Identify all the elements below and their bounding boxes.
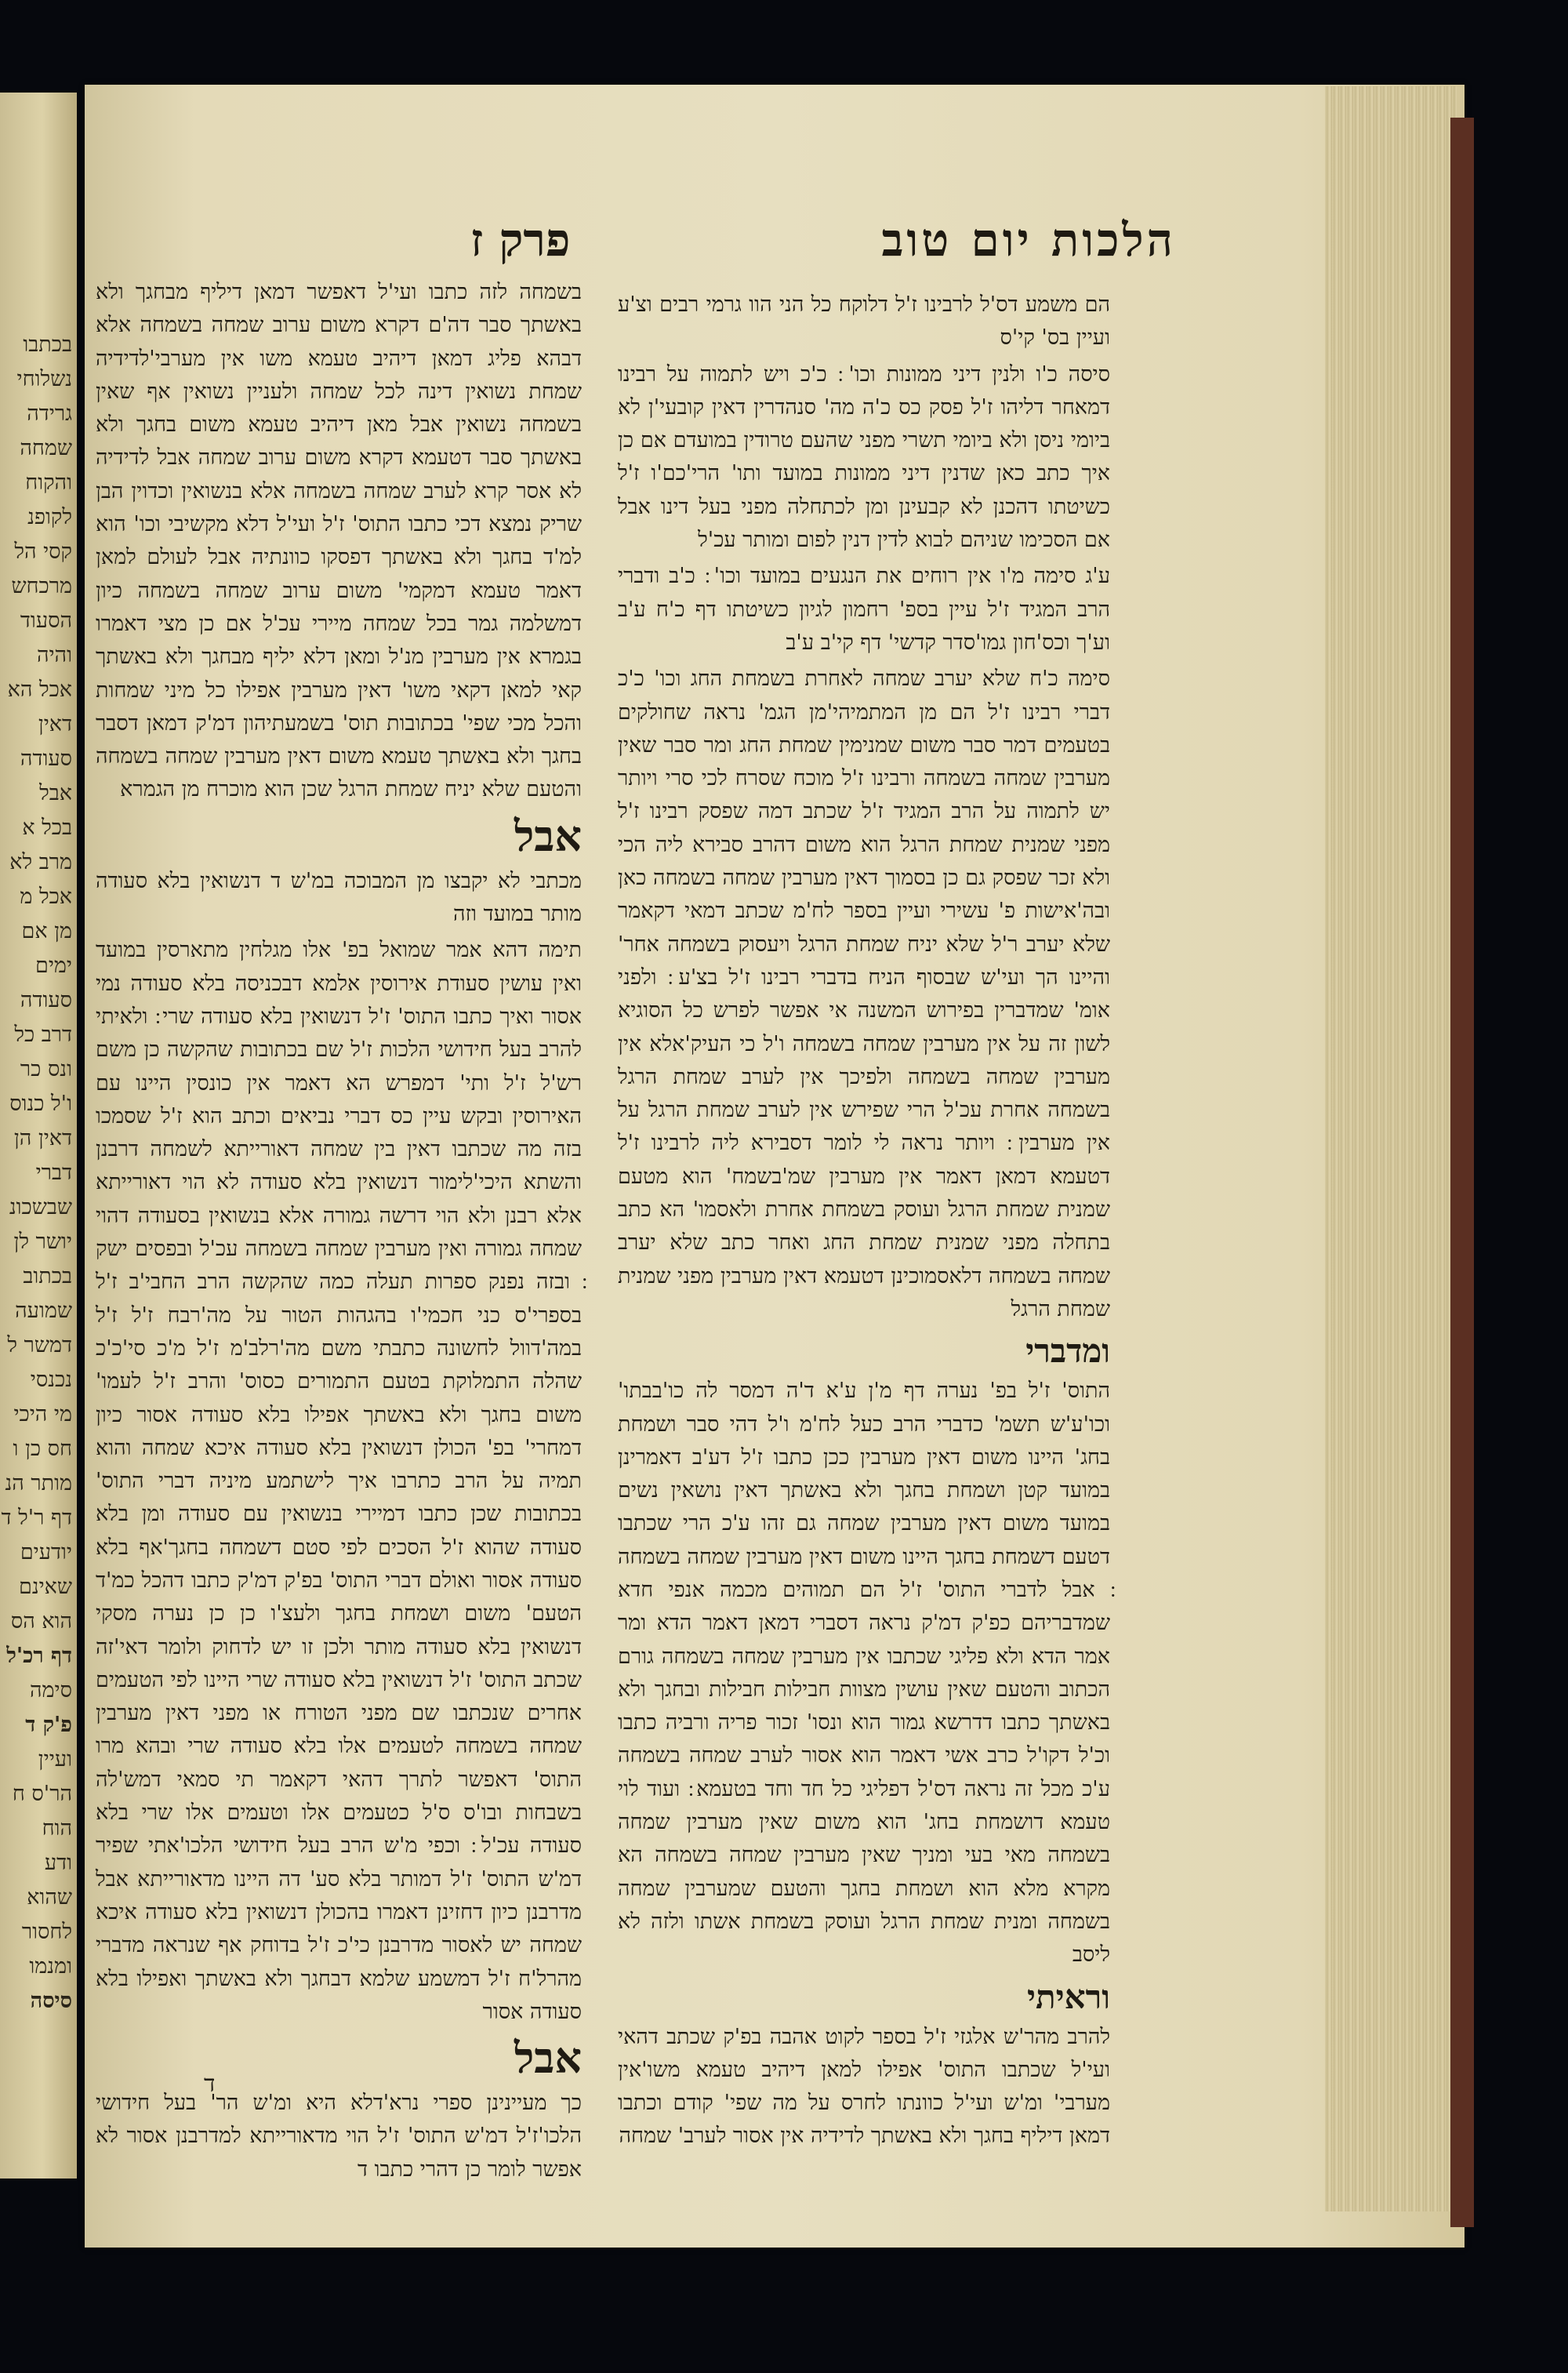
page-header [470, 213, 1176, 268]
facing-page-line: דאין [38, 712, 72, 736]
right-column [618, 289, 1110, 2157]
facing-page-line: הר'ס ח [12, 1782, 72, 1806]
facing-page-line: סעודה [20, 988, 72, 1012]
facing-page-line: הוא הס [10, 1609, 72, 1633]
facing-page-line: קסי הל [14, 540, 72, 564]
facing-page-line: הוח [42, 1816, 72, 1841]
paragraph: כך מעיינינן ספרי נרא'דלא היא ומ'ש הר' בעל חידושי הלכו'ז'ל דמ'ש התוס' ז'ל הוי מדאורייתא למדרבנן אסור לא אפשר לומר כן דהרי כתבו ד [96, 2091, 582, 2182]
left-column [96, 276, 582, 2189]
section-heading: אבל [514, 810, 582, 861]
facing-page-line: דף ר'ל ד [2, 1506, 72, 1530]
facing-page-line: ודע [44, 1851, 72, 1875]
facing-page-line: מי היכי [13, 1402, 72, 1426]
facing-page-line: לחסור [21, 1920, 72, 1944]
facing-page-line: לקופנ [27, 505, 72, 529]
facing-page-line: ועיין [38, 1747, 72, 1772]
section-heading: אבל [514, 2033, 582, 2084]
facing-page-line: דף רכ'ל [6, 1644, 72, 1668]
catchword: ד [204, 2070, 216, 2098]
facing-page-line: שבשכונ [9, 1195, 72, 1219]
facing-page-line: שהוא [27, 1885, 72, 1910]
facing-page-line: סיסה [30, 1989, 72, 2013]
facing-page-line: אבל [39, 781, 72, 805]
facing-page-line: סימה [30, 1678, 72, 1703]
facing-page-line: בכל א [22, 816, 72, 840]
facing-page-text [2, 328, 72, 2019]
paragraph: סימה כ'ח שלא יערב שמחה לאחרת בשמחת החג וכו' כ'כ דברי רבינו ז'ל הם מן המתמיהי'מן הגמ' נראה שחולקים בטעמים דמר סבר משום שמנימין שמחת החג ומר סבר שאין מערבין שמחה בשמחה ורבינו ז'ל מוכח שסרח לכי סרי ויותר יש לתמוה על הרב המגיד ז'ל שכתב דמה שפסק רבינו ז'ל מפני שמנית שמחת הרגל הוא משום דהרב סבירא ליה הכי ולא זכר שפסק גם כן בסמוך דאין מערבין שמחה בשמחה כאן ובה'אישות פ' עשירי ועיין בספר לח'מ שכתב דמאי דקאמר שלא יערב ר'ל שלא יניח שמחת הרגל ויעסוק בשמחה אחר' והיינו הך ועי'ש שבסוף הניח בדברי רבינו ז'ל בצ'ע ׃ ולפני אומ' שמדברין בפירוש המשנה אי אפשר לפרש כל הסוגיא לשון זה על אין מערבין שמחה בשמחה ו'ל כי העיק'אלא אין מערבין שמחה בשמחה ולפיכך אין לערב שמחת הרגל בשמחה אחרת עכ'ל הרי שפירש אין לערב שמחת הרגל על אין מערבין ׃ ויותר נראה לי לומר דסבירא ליה לרבינו ז'ל דטעמא דמאן דאמר אין מערבין שמ'בשמח' הוא מטעם שמנית שמחת הרגל ועוסק בשמחת אחרת ולאסמו' הא כתב בתחלה מפני שמנית שמחת החג ואחר כתב שלא יערב שמחה בשמחה דלאסמוכינן דטעמא דאין מערבין מפני שמנית שמחת הרגל [618, 667, 1110, 1321]
facing-page-line: הסעוד [20, 609, 72, 633]
paragraph: מכתבי לא יקבצו מן המבוכה במ'ש ד דנשואין בלא סעודה מותר במועד וזה [96, 868, 582, 927]
facing-page-line: דרב כל [14, 1023, 72, 1047]
facing-page-line: בכתבו [23, 333, 72, 357]
facing-page-line: נשלוחי [16, 367, 72, 391]
facing-page-line: אכל הא [7, 678, 72, 702]
chapter-label: פרק ז [470, 213, 571, 267]
facing-page-line: ו'ל כנוס [9, 1092, 72, 1116]
facing-page-line: דברי [35, 1161, 72, 1185]
paragraph: הם משמע דס'ל לרבינו ז'ל דלוקח כל הני הוו גרמי רבים וצ'ע ועיין בס' קי'ס [618, 293, 1110, 351]
facing-page-line: דמשר ל [7, 1333, 72, 1357]
facing-page-line: שאינם [18, 1575, 72, 1599]
paragraph: בשמחה לזה כתבו ועי'ל דאפשר דמאן דיליף מבחגך ולא באשתך סבר דה'ם דקרא משום ערוב שמחה בשמחה אלא דבהא פליג דמאן דיהיב טעמא משו אין מערבי'לדידיה שמחת נשואין דינה לכל שמחה ולעניין נשואין אף שאין בשמחה נשואין אבל מאן דיהיב טעמא משום בחגך ולא באשתך סבר דטעמא דקרא משום ערוב שמחה אבל לדידיה לא אסר קרא לערב שמחה בשמחה אלא בנשואין וכדוין הבן שריק נמצא דכי כתבו התוס' ז'ל ועי'ל דלא מקשיבי וכו' הוא למ'ד בחגך ולא באשתך דפסקו כוונתיה אבל לעולם למאן דאמר טעמא דמקמי' משום ערוב שמחה בשמחה כיון דמשלמה גמר בכל שמחה מיירי עכ'ל אם כן מצי דאמרו בגמרא אין מערבין מנ'ל ומאן דלא יליף מבחגך ולא באשתך קאי למאן דקאי משו' דאין מערבין אפילו כל מיני שמחות והכל מכי שפי' בכתובות תוס' בשמעתיהון דמ'ק דמאן דסבר בחגך ולא באשתך טעמא משום דאין מערבין שמחה בשמחה והטעם שלא יניח שמחת הרגל שכן הוא מוכרח מן הגמרא [96, 280, 582, 802]
paragraph: ע'ג סימה מ'ו אין רוחים את הנגעים במועד וכו' ׃ כ'ב ודברי הרב המגיד ז'ל עיין בספ' רחמון לגיון כשיטתו דף כ'ח ע'ב וע'ך וכס'חון גמו'סדר קדשי' דף קי'ב ע'ב [618, 564, 1110, 655]
facing-page-line: יודעים [20, 1540, 72, 1564]
facing-page-line: שמחה [20, 436, 72, 460]
facing-page-line: מרב לא [9, 850, 72, 874]
section-heading: ומדברי [1025, 1332, 1110, 1371]
book-cover-edge [1450, 118, 1474, 2227]
running-title: הלכות יום טוב [881, 213, 1176, 267]
facing-page-line: והיה [36, 643, 72, 667]
facing-page-line: והקוח [25, 471, 72, 495]
section-heading: וראיתי [1027, 1977, 1110, 2016]
facing-page-line: סעודה [20, 747, 72, 771]
paragraph: סיסה כ'ו ולנין דיני ממונות וכו' ׃ כ'כ ויש לתמוה על רבינו דמאחר דליהו ז'ל פסק כס כ'ה מה' סנהדרין דאין קובעי'ן לא ביומי ניסן ולא ביומי תשרי מפני שהעם טרודין במועדם אם כן איך כתב כאן שדנין דיני ממונות במועד ותו' הרי'כם'ו ז'ל כשיטתו דהכנן לא קבעינן ומן לכתחלה מפני בעל דינו אבל אם הסכימו שניהם לבוא לדין דנין לפום ומותר עכ'ל [618, 362, 1110, 553]
paragraph: להרב מהר'ש אלגזי ז'ל בספר לקוט אהבה בפ'ק שכתב דהאי ועי'ל שכתבו התוס' אפילו למאן דיהיב טעמא משו'אין מערבי' ומ'ש ועי'ל כוונתו לחרס על מה שפי' קודם וכתבו דמאן דיליף בחגך ולא באשתך לדידיה אין אסור לערב' שמחה [618, 2024, 1110, 2149]
facing-page-line: שמועה [15, 1299, 72, 1323]
facing-page-line: דאין הן [13, 1126, 72, 1150]
facing-page-line: גרידה [27, 402, 72, 426]
facing-page [0, 93, 77, 2179]
facing-page-line: ונס כר [20, 1057, 72, 1081]
paragraph: תימה דהא אמר שמואל בפ' אלו מגלחין מתארסין במועד ואין עושין סעודת אירוסין אלמא דבכניסה בלא סעודה נמי אסור ואיך כתבו התוס' ז'ל דנשואין בלא סעודה שרי ׃ ולאיתי להרב בעל חידושי הלכות ז'ל שם בכתובות שהקשה כן משם רש'ל ז'ל ותי' דמפרש הא דאמר אין כונסין היינו עם האירוסין ובקש עיין כס דברי נביאים וכתב הוא ז'ל שסמכו בזה מה שכתבו דאין בין שמחה דאורייתא לשמחה דרבנן והשתא היכי'לימור דנשואין בלא סעודה לא הוי דאורייתא אלא רבנן ולא הוי דרשה גמורה אלא בנשואין בסעודה דהוי שמחה גמורה ואין מערבין שמחה בשמחה עכ'ל ובפסים ישק ׃ ובזה נפנק ספרות תעלה כמה שהקשה הרב החבי'ב ז'ל בספרי'ס כני חכמי'ו בהגהות הטור על מה'רבח ז'ל ז'ל במה'דוול לחשונה כתבתי משם מה'רלב'מ ז'ל מ'כ סי'כ'כ שהלה התמלוקת בטעם התמורים כסוס' והרב ז'ל לעמו' משום בחגך ולא באשתך אפילו בלא סעודה אסור כיון דמחרי' בפ' הכולן דנשואין בלא סעודה איכא שמחה והוא תמיה על הרב כתרבו איך לישתמע מיניה דברי התוס' בכתובות שכן כתבו דמיירי בנשואין עם סעודה ומן בלא סעודה שהוא ז'ל הסכים לפי סטם דשמחה בחגך'אף בלא סעודה אסור ואולם דברי התוס' בפ'ק דמ'ק כתבו דהכל כמ'ד הטעם' משום ושמחת בחגך ולעצ'ו כן כן נערה מסקי דנשואין בלא סעודה מותר ולכן זו יש לדחוק ולומר דאי'זה שכתב התוס' ז'ל דנשואין בלא סעודה שרי היינו לפי הטעמים אחרים שנכתבו שם מפני הטורח או מפני דאין מערבין שמחה בשמחה לטעמים אלו בלא סעודה שרי ובהא מרו התוס' דאפשר לתרך דהאי דקאמר תי סמאי דמש'לה בשבחות ובו'ס ס'ל כטעמים אלו וטעמים אלו שרי בלא סעודה עכ'ל ׃ וכפי מ'ש הרב בעל חידושי הלכו'אתי שפיר דמ'ש התוס' ז'ל דמותר בלא סע' דה היינו מדאורייתא אבל מדרבנן כיון דחזינן דאמרו בהכולן דנשואין בלא סעודה איכא שמחה יש לאסור מדרבנן כי'כ ז'ל בדוחק אף שנראה מדברי מהרל'ח ז'ל דמשמע שלמא דבחגך ולא באשתך ואפילו בלא סעודה אסור [96, 938, 582, 2024]
facing-page-line: מן אם [21, 919, 72, 943]
facing-page-line: פ'ק ד [25, 1713, 72, 1737]
facing-page-line: ימים [34, 954, 72, 978]
paragraph: התוס' ז'ל בפ' נערה דף מ'ן ע'א ד'ה דמסר לה כו'בבתו' וכו'ע'ש תשמ' כדברי הרב כעל לח'מ ו'ל דהי סבר ושמחת בחג' היינו משום דאין מערבין ככן כתבו ז'ל דע'ב דאמרינן במועד קטן ושמחת בחגך ולא באשתך דאין נושאין נשים במועד משום דאין מערבין שמחה גם זהו ע'כ הרי שכתבו דטעם דשמחת בחגך היינו משום דאין מערבין שמחה בשמחה ׃ אבל לדברי התוס' ז'ל הם תמוהים מכמה אנפי חדא שמדבריהם כפ'ק דמ'ק נראה דסברי דמאן דאמר הדא ומר אמר הדא ולא פליגי שכתבו אין מערבין שמחה בשמחה גורם הכתוב והטעם שאין עושין מצוות חבילות חבילות ובחגך ולא באשתך כתבו דדרשא גמור הוא ונסו' זכור פריה ורביה כתבו וכ'ל דקו'ל כרב אשי דאמר הוא אסור לערב שמחה בשמחה ע'כ מכל זה נראה דס'ל דפליגי כל חד וחד בטעמא ׃ ועוד לוי טעמא דושמחת בחג' הוא משום שאין מערבין שמחה בשמחה מאי בעי ומניך שאין מערבין שמחה בשמחה הא מקרא מלא הוא ושמחת בחגך והטעם שמערבין שמחה בשמחה ומנית שמחת הרגל ועוסק בשמחת אשתו ולזה לא ליסב [618, 1379, 1110, 1968]
facing-page-line: אכל מ [20, 885, 72, 909]
facing-page-line: נכנסי [30, 1368, 72, 1392]
facing-page-line: חס כן ו [13, 1437, 72, 1461]
facing-page-line: ומנמו [29, 1954, 72, 1979]
facing-page-line: יושר לן [13, 1230, 72, 1254]
facing-page-line: בכתוב [23, 1264, 72, 1288]
page-edges [1325, 86, 1457, 2211]
facing-page-line: מותר הנ [5, 1471, 72, 1495]
facing-page-line: מרכחש [11, 574, 72, 598]
